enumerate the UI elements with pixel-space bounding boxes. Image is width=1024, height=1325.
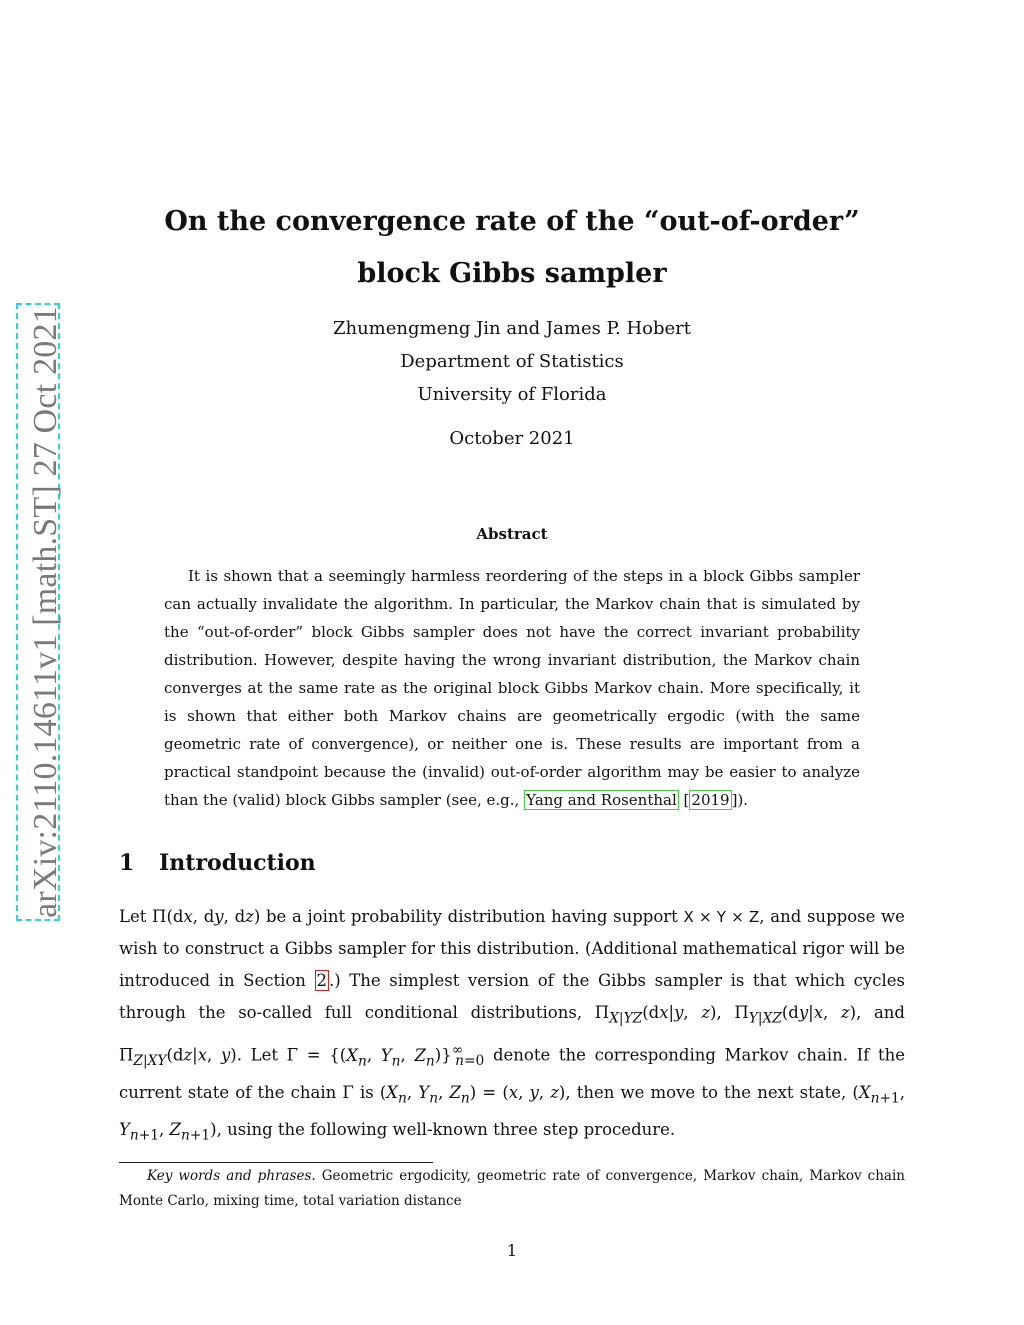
arxiv-identifier[interactable]: arXiv:2110.14611v1 [math.ST] 27 Oct 2021 <box>27 306 64 918</box>
date: October 2021 <box>449 428 575 449</box>
footnote-label: Key words and phrases. <box>147 1168 316 1184</box>
title-line-2: block Gibbs sampler <box>357 258 667 289</box>
abstract-body: It is shown that a seemingly harmless reordering of the steps in a block Gibbs sampler can actually invalidate the algorithm. In particular, the Markov chain that is simulated by the “out-of-order” block Gibbs sampler does not have the correct invariant probability distribution. However, despite having the wrong invariant distribution, the Markov chain converges at the same rate as the original block Gibbs Markov chain. More specifically, it is shown that either both Markov chains are geometrically ergodic (with the same geometric rate of convergence), or neither one is. These results are important from a practical standpoint because the (invalid) out-of-order algorithm may be easier to analyze than the (valid) block Gibbs sampler (see, e.g., <box>164 567 860 809</box>
section-ref-link[interactable]: 2 <box>316 971 328 990</box>
department: Department of Statistics <box>400 351 624 372</box>
footnote-rule <box>119 1162 433 1163</box>
title-line-1: On the convergence rate of the “out-of-order” <box>164 206 860 237</box>
page-number: 1 <box>506 1241 518 1260</box>
section-title: Introduction <box>159 850 316 876</box>
section-heading <box>119 850 316 876</box>
introduction-paragraph: Let Π(dx, dy, dz) be a joint probability distribution having support X × Y × Z, and suppose we wish to construct a Gibbs sampler for this distribution. (Additional mathematical rigor will be introduced in Section 2 .) The simplest version of the Gibbs sampler is that which cycles through the so-called full conditional distributions, $\Pi_{X|YZ}(dx|y$, z), $\Pi_{Y|XZ}(dy|x$, z), and $\Pi_{Z|XY}(dz|x$, y). Let $\Gamma = \{(X_n$, $Y_n$, $Z_n)\}^\infty_{n=0}$ denote the corresponding Markov chain. If the current state of the chain Γ is ($X_n$, $Y_n$, $Z_n) = (x$, y, z), then we move to the next state, ($X_{n+1}$, $Y_{n+1}$, $Z_{n+1}$), using the following well-known three step procedure. <box>119 907 905 1144</box>
abstract-text <box>164 562 860 814</box>
authors: Zhumengmeng Jin and James P. Hobert <box>332 318 692 339</box>
paper-title <box>120 196 904 300</box>
university: University of Florida <box>417 384 607 405</box>
citation-link-year[interactable]: 2019 <box>691 791 730 809</box>
section-number: 1 <box>119 850 135 876</box>
footnote <box>119 1164 905 1214</box>
citation-bracket-close: ]). <box>731 791 749 809</box>
citation-bracket-open: [ <box>678 791 690 809</box>
support-set: X × Y × Z <box>683 908 760 926</box>
citation-link-authors[interactable]: Yang and Rosenthal <box>526 791 677 809</box>
abstract-heading: Abstract <box>476 525 548 543</box>
footnote-text: Geometric ergodicity, geometric rate of convergence, Markov chain, Markov chain Monte Carlo, mixing time, total variation distance <box>119 1168 905 1209</box>
